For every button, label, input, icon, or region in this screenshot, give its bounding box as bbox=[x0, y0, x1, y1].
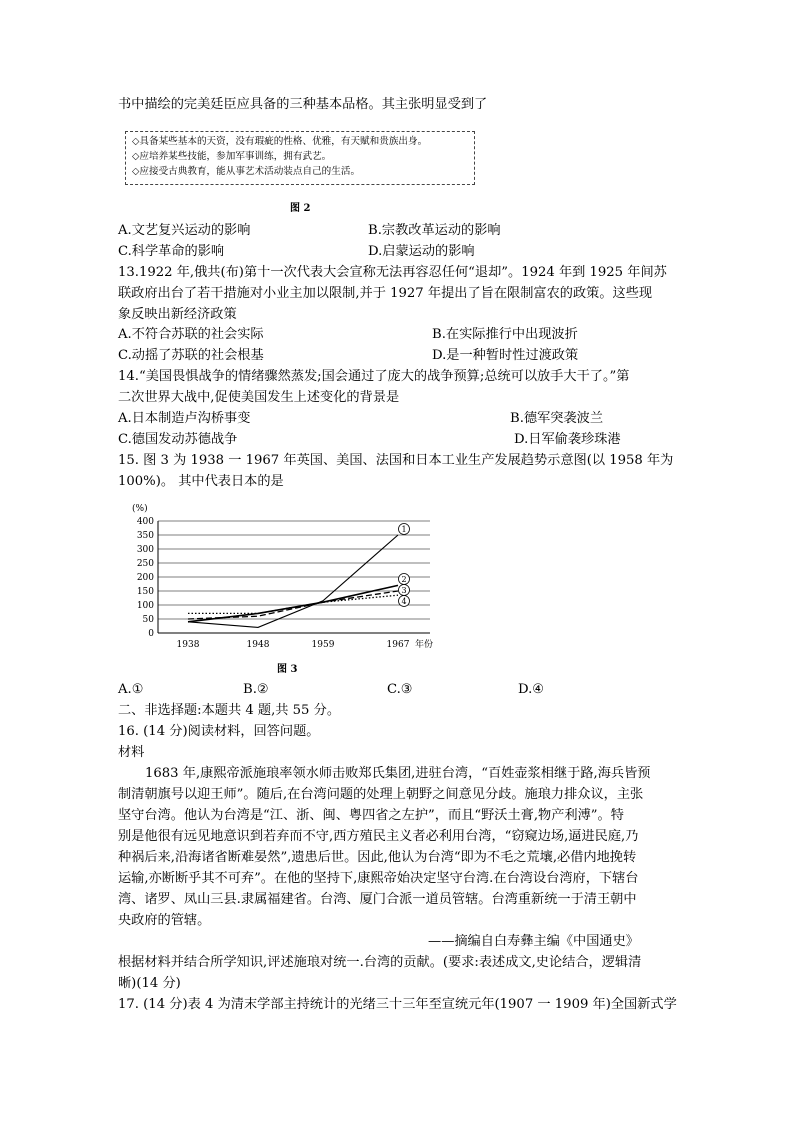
figure-3-chart bbox=[118, 497, 458, 652]
q15-option-b: B.② bbox=[243, 682, 269, 697]
q16-para-line-5: 种祸后来,沿海诸省断难晏然”,遗患后世。因此,他认为台湾“即为不毛之荒壤,必借内地挽转 bbox=[118, 850, 637, 865]
q15-line-2: 100%)。 其中代表日本的是 bbox=[118, 474, 284, 489]
q13-option-d: D.是一种暂时性过渡政策 bbox=[432, 348, 579, 363]
q12-option-c: C.科学革命的影响 bbox=[118, 244, 225, 259]
y-tick-300: 300 bbox=[136, 545, 154, 555]
figure-2-caption: 图 2 bbox=[290, 203, 311, 214]
box-line-2: ◇应培养某些技能，参加军事训练，拥有武艺。 bbox=[132, 151, 332, 162]
y-tick-50: 50 bbox=[142, 615, 154, 625]
q13-option-b: B.在实际推行中出现波折 bbox=[432, 327, 578, 342]
q14-option-a: A.日本制造卢沟桥事变 bbox=[118, 411, 251, 426]
q16-source: ——摘编自白寿彝主编《中国通史》 bbox=[428, 934, 639, 949]
q14-option-b: B.德军突袭波兰 bbox=[510, 411, 604, 426]
q16-task-line-1: 根据材料并结合所学知识,评述施琅对统一.台湾的贡献。(要求:表述成文,史论结合，逻辑清 bbox=[118, 955, 642, 970]
y-tick-150: 150 bbox=[136, 587, 154, 597]
figure-3-caption: 图 3 bbox=[277, 664, 298, 675]
q15-line-1: 15. 图 3 为 1938 一 1967 年英国、美国、法国和日本工业生产发展趋势示意图(以 1958 年为 bbox=[118, 453, 674, 468]
x-tick-1959: 1959 bbox=[311, 640, 335, 650]
q16-task-line-2: 晰)(14 分) bbox=[118, 976, 181, 991]
q15-option-a: A.① bbox=[118, 682, 144, 697]
q16-material-label: 材料 bbox=[118, 745, 145, 760]
q16-para-line-4: 别是他很有远见地意识到若弃而不守,西方殖民主义者必利用台湾，“窃窥边场,逼进民庭,乃 bbox=[118, 829, 639, 844]
y-tick-100: 100 bbox=[136, 601, 154, 611]
q16-para-line-7: 湾、诸罗、凤山三县.隶属福建省。台湾、厦门合派一道员管辖。台湾重新统一于清王朝中 bbox=[118, 892, 637, 907]
series-label-1: 1 bbox=[401, 525, 407, 534]
x-tick-1948: 1948 bbox=[246, 640, 270, 650]
q13-option-a: A.不符合苏联的社会实际 bbox=[118, 327, 264, 342]
q12-option-a: A.文艺复兴运动的影响 bbox=[118, 223, 251, 238]
q14-option-c: C.德国发动苏德战争 bbox=[118, 432, 238, 447]
q14-line-1: 14.“美国畏惧战争的情绪骤然蒸发;国会通过了庞大的战争预算;总统可以放手大干了。”第 bbox=[118, 369, 630, 384]
series-label-3: 3 bbox=[401, 586, 407, 595]
q12-option-d: D.启蒙运动的影响 bbox=[368, 244, 475, 259]
q14-line-2: 二次世界大战中,促使美国发生上述变化的背景是 bbox=[118, 390, 400, 405]
q16-para-line-1: 1683 年,康熙帝派施琅率领水师击败郑氏集团,进驻台湾，“百姓壶浆相继于路,海兵皆预 bbox=[145, 766, 651, 781]
x-tick-1938: 1938 bbox=[176, 640, 200, 650]
q15-option-d: D.④ bbox=[518, 682, 545, 697]
y-axis-label: (%) bbox=[132, 504, 148, 514]
q16-heading: 16. (14 分)阅读材料，回答问题。 bbox=[118, 724, 320, 739]
box-line-3: ◇应接受古典教育，能从事艺术活动装点自己的生活。 bbox=[132, 166, 361, 177]
q12-option-b: B.宗教改革运动的影响 bbox=[368, 223, 501, 238]
q15-option-c: C.③ bbox=[387, 682, 413, 697]
y-tick-0: 0 bbox=[148, 629, 154, 639]
q16-para-line-3: 坚守台湾。他认为台湾是“江、浙、闽、粤四省之左护”，而且“野沃土膏,物产利溥”。特 bbox=[118, 808, 624, 823]
figure-2-box bbox=[125, 131, 475, 185]
y-tick-250: 250 bbox=[136, 559, 154, 569]
section-2-heading: 二、非选择题:本题共 4 题,共 55 分。 bbox=[118, 703, 341, 718]
q13-line-2: 联政府出台了若干措施对小业主加以限制,并于 1927 年提出了旨在限制富农的政策。这些现 bbox=[118, 286, 653, 301]
intro-line: 书中描绘的完美廷臣应具备的三种基本品格。其主张明显受到了 bbox=[118, 97, 488, 112]
q16-para-line-2: 制清朝旗号以迎王师”。随后,在台湾问题的处理上朝野之间意见分歧。施琅力排众议，主张 bbox=[118, 787, 644, 802]
series-label-2: 2 bbox=[401, 575, 407, 584]
y-tick-400: 400 bbox=[136, 517, 154, 527]
q13-line-3: 象反映出新经济政策 bbox=[118, 307, 237, 322]
y-tick-200: 200 bbox=[136, 573, 154, 583]
x-tick-1967: 1967 bbox=[386, 640, 410, 650]
x-axis-label: 年份 bbox=[415, 640, 434, 650]
q13-option-c: C.动摇了苏联的社会根基 bbox=[118, 348, 264, 363]
series-label-4: 4 bbox=[401, 597, 407, 606]
q16-para-line-8: 央政府的管辖。 bbox=[118, 913, 211, 928]
q16-para-line-6: 运输,亦断断乎其不可弃”。在他的坚持下,康熙帝始决定坚守台湾.在台湾设台湾府，下辖台 bbox=[118, 871, 639, 886]
box-line-1: ◇具备某些基本的天资，没有瑕疵的性格、优雅，有天赋和贵族出身。 bbox=[132, 136, 428, 147]
q14-option-d: D.日军偷袭珍珠港 bbox=[514, 432, 621, 447]
series-line-4 bbox=[188, 595, 398, 613]
y-tick-350: 350 bbox=[136, 531, 154, 541]
q17-line-1: 17. (14 分)表 4 为清末学部主持统计的光绪三十三年至宣统元年(1907 一 1909 年)全国新式学 bbox=[118, 997, 677, 1012]
q13-line-1: 13.1922 年,俄共(布)第十一次代表大会宣称无法再容忍任何“退却”。1924 年到 1925 年间苏 bbox=[118, 265, 667, 280]
